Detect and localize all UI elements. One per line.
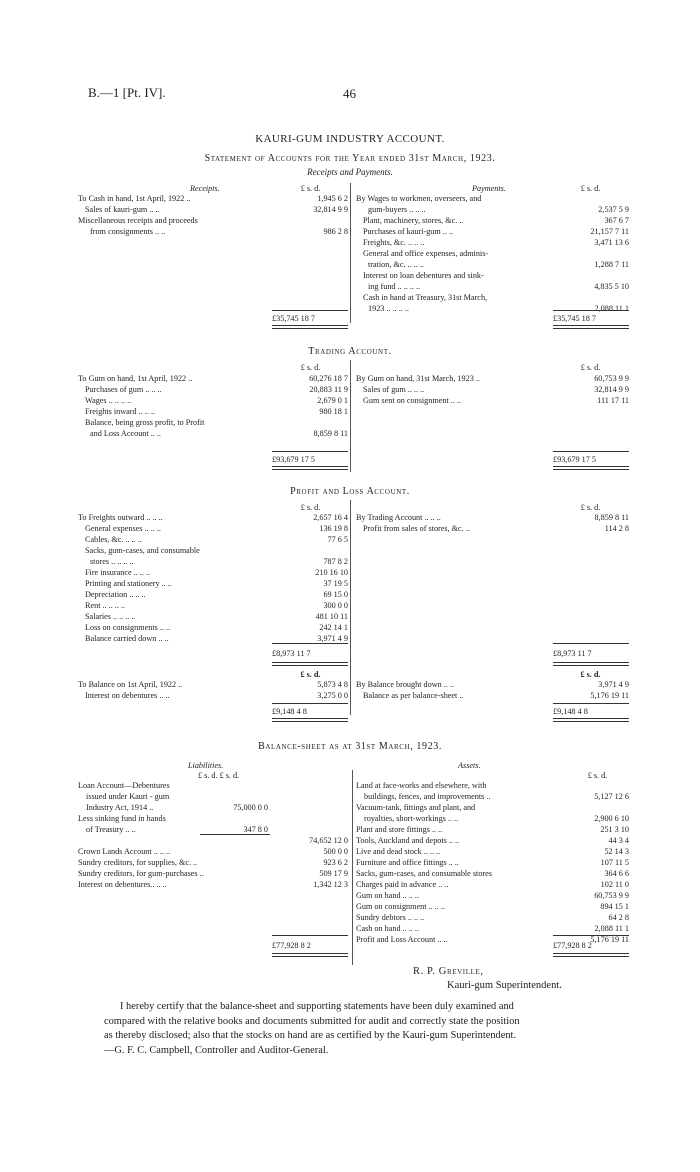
payments-lsd: £ s. d. <box>580 184 601 193</box>
assets-heading: Assets. <box>458 761 481 770</box>
payment-row-label: Purchases of kauri-gum .. .. <box>363 227 454 236</box>
trading-left-row-label: Freights inward .. .. .. <box>85 407 156 416</box>
asset-row-label: Land at face-works and elsewhere, with <box>356 781 487 790</box>
liability-row-label: of Treasury .. .. <box>86 825 136 834</box>
bs-title: Balance-sheet as at 31st March, 1923. <box>258 741 442 752</box>
pl2-total-left: £9,148 4 8 <box>272 707 307 716</box>
pl2-right-row-label: Balance as per balance-sheet .. <box>363 691 464 700</box>
asset-row-label: Sundry debtors .. .. .. <box>356 913 425 922</box>
payment-row-amount: 4,835 5 10 <box>594 282 629 291</box>
pl-left-row-amount: 77 6 5 <box>327 535 348 544</box>
pl-left-row-amount: 69 15 0 <box>323 590 348 599</box>
payment-row-label: Interest on loan debentures and sink- <box>363 271 484 280</box>
payment-row-amount: 3,471 13 6 <box>594 238 629 247</box>
receipt-row-amount: 1,945 6 2 <box>317 194 348 203</box>
trading-total-left: £93,679 17 5 <box>272 455 315 464</box>
pl-left-row-amount: 300 0 0 <box>323 601 348 610</box>
asset-row-label: Cash on hand .. .. .. <box>356 924 419 933</box>
pl-left-row-label: Fire insurance .. .. .. <box>85 568 151 577</box>
trading-total-right: £93,679 17 5 <box>553 455 596 464</box>
asset-row-amount: 44 3 4 <box>608 836 629 845</box>
asset-row-label: Charges paid in advance .. .. <box>356 880 449 889</box>
asset-row-amount: 107 11 5 <box>600 858 629 867</box>
pl-total-right: £8,973 11 7 <box>553 649 592 658</box>
payment-row-amount: 1,288 7 11 <box>594 260 629 269</box>
receipt-row-label: from consignments .. .. <box>90 227 166 236</box>
receipts-total: £35,745 18 7 <box>272 314 315 323</box>
trading-left-row-label: To Gum on hand, 1st April, 1922 .. <box>78 374 193 383</box>
pl-right-row-label: By Trading Account .. .. .. <box>356 513 441 522</box>
pl-left-row-amount: 787 8 2 <box>323 557 348 566</box>
payment-row-label: 1923 .. .. .. .. <box>368 304 409 313</box>
asset-row-amount: 2,900 6 10 <box>594 814 629 823</box>
pl-lsd-left: £ s. d. <box>300 503 321 512</box>
payment-row-amount: 2,537 5 9 <box>598 205 629 214</box>
payment-row-label: Freights, &c. .. .. .. <box>363 238 425 247</box>
payment-row-label: gum-buyers .. .. .. <box>368 205 426 214</box>
asset-row-label: Profit and Loss Account .. .. <box>356 935 448 944</box>
payment-row-amount: 367 6 7 <box>604 216 629 225</box>
pl-left-row-amount: 481 10 11 <box>315 612 348 621</box>
asset-row-label: Sacks, gum-cases, and consumable stores <box>356 869 492 878</box>
asset-row-label: Gum on hand .. .. .. <box>356 891 419 900</box>
payment-row-label: General and office expenses, adminis- <box>363 249 489 258</box>
trading-left-row-amount: 60,276 18 7 <box>309 374 348 383</box>
payment-row-label: Plant, machinery, stores, &c. .. <box>363 216 464 225</box>
trading-left-row-label: and Loss Account .. .. <box>90 429 161 438</box>
asset-row-amount: 60,753 9 9 <box>594 891 629 900</box>
liability-amount: 74,652 12 0 <box>309 836 348 845</box>
pl2-total-right: £9,148 4 8 <box>553 707 588 716</box>
pl-left-row-label: Rent .. .. .. .. <box>85 601 126 610</box>
pl-right-row-label: Profit from sales of stores, &c. .. <box>363 524 470 533</box>
pl-right-row-amount: 8,859 8 11 <box>594 513 629 522</box>
trading-right-row-label: Gum sent on consignment .. .. <box>363 396 462 405</box>
receipt-row-label: To Cash in hand, 1st April, 1922 .. <box>78 194 191 203</box>
trading-right-row-amount: 60,753 9 9 <box>594 374 629 383</box>
trading-title: Trading Account. <box>308 346 392 357</box>
pl-left-row-amount: 136 19 8 <box>319 524 348 533</box>
pl-left-row-label: To Freights outward .. .. .. <box>78 513 163 522</box>
asset-row-label: buildings, fences, and improvements .. <box>364 792 491 801</box>
pl2-left-row-amount: 5,873 4 8 <box>317 680 348 689</box>
trading-lsd-left: £ s. d. <box>300 363 321 372</box>
trading-left-row-amount: 980 18 1 <box>319 407 348 416</box>
trading-left-row-label: Wages .. .. .. .. <box>85 396 132 405</box>
asset-row-amount: 364 6 6 <box>604 869 629 878</box>
liability-row-label: Interest on debentures.. .. .. <box>78 880 167 889</box>
pl-left-row-label: General expenses .. .. .. <box>85 524 161 533</box>
pl-left-row-label: Sacks, gum-cases, and consumable <box>85 546 200 555</box>
pl2-right-row-amount: 3,971 4 9 <box>598 680 629 689</box>
payment-row-amount: 2,088 11 1 <box>594 304 629 313</box>
pl-left-row-label: Cables, &c. .. .. .. <box>85 535 142 544</box>
pl-left-row-label: Loss on consignments .. .. <box>85 623 171 632</box>
asset-row-amount: 5,176 19 11 <box>590 935 629 944</box>
liab-lsd: £ s. d. £ s. d. <box>198 771 240 780</box>
liability-amount: 500 0 0 <box>323 847 348 856</box>
payments-total: £35,745 18 7 <box>553 314 596 323</box>
pl2-left-row-label: Interest on debentures .. .. <box>85 691 170 700</box>
asset-row-label: royalties, short-workings .. .. <box>364 814 459 823</box>
page-number: 46 <box>343 86 356 101</box>
pl-left-row-amount: 242 14 1 <box>319 623 348 632</box>
asset-row-amount: 102 11 0 <box>600 880 629 889</box>
pl2-left-row-label: To Balance on 1st April, 1922 .. <box>78 680 183 689</box>
liability-amount: 1,342 12 3 <box>313 880 348 889</box>
liability-row-label: Loan Account—Debentures <box>78 781 170 790</box>
trading-left-row-amount: 2,679 0 1 <box>317 396 348 405</box>
asset-row-amount: 52 14 3 <box>604 847 629 856</box>
receipts-lsd: £ s. d. <box>300 184 321 193</box>
pl-total-left: £8,973 11 7 <box>272 649 311 658</box>
bs-total-right: £77,928 8 2 <box>553 941 592 950</box>
asset-row-amount: 894 15 1 <box>600 902 629 911</box>
asset-row-amount: 251 3 10 <box>600 825 629 834</box>
payment-row-label: tration, &c. .. .. .. <box>368 260 424 269</box>
asset-row-label: Furniture and office fittings .. .. <box>356 858 459 867</box>
trading-right-row-label: By Gum on hand, 31st March, 1923 .. <box>356 374 480 383</box>
liabilities-heading: Liabilities. <box>188 761 224 770</box>
pl2-lsd-left: £ s. d. <box>300 670 321 679</box>
receipt-row-amount: 32,814 9 9 <box>313 205 348 214</box>
liability-row-label: Industry Act, 1914 .. <box>86 803 154 812</box>
pl-right-row-amount: 114 2 8 <box>604 524 629 533</box>
liability-row-label: Sundry creditors, for gum-purchases .. <box>78 869 204 878</box>
asset-row-label: Vacuum-tank, fittings and plant, and <box>356 803 476 812</box>
page-reference: B.—1 [Pt. IV]. <box>88 85 166 100</box>
pl2-right-row-label: By Balance brought down .. .. <box>356 680 455 689</box>
liability-sub-amount: 347 8 0 <box>243 825 268 834</box>
pl-lsd-right: £ s. d. <box>580 503 601 512</box>
liability-row-label: issued under Kauri - gum <box>86 792 170 801</box>
trading-left-row-label: Balance, being gross profit, to Profit <box>85 418 205 427</box>
pl2-right-row-amount: 5,176 19 11 <box>590 691 629 700</box>
pl-left-row-label: Printing and stationery .. .. <box>85 579 172 588</box>
trading-right-row-label: Sales of gum .. .. .. <box>363 385 425 394</box>
payment-row-label: By Wages to workmen, overseers, and <box>356 194 482 203</box>
payment-row-label: ing fund .. .. .. .. <box>368 282 421 291</box>
bs-total-left: £77,928 8 2 <box>272 941 311 950</box>
pl-left-row-amount: 210 16 10 <box>315 568 348 577</box>
pl-left-row-label: Balance carried down .. .. <box>85 634 169 643</box>
asset-row-label: Tools, Auckland and depots .. .. <box>356 836 460 845</box>
receipt-row-label: Sales of kauri-gum .. .. <box>85 205 160 214</box>
trading-left-row-amount: 8,859 8 11 <box>313 429 348 438</box>
asset-row-amount: 64 2 8 <box>608 913 629 922</box>
signature-name: R. P. Greville, <box>413 966 484 977</box>
liability-row-label: Sundry creditors, for supplies, &c. .. <box>78 858 198 867</box>
liability-sub-amount: 75,000 0 0 <box>233 803 268 812</box>
liability-row-label: Less sinking fund in hands <box>78 814 166 823</box>
asset-row-amount: 5,127 12 6 <box>594 792 629 801</box>
trading-lsd-right: £ s. d. <box>580 363 601 372</box>
receipt-row-amount: 986 2 8 <box>323 227 348 236</box>
statement-subtitle: Statement of Accounts for the Year ended 31st March, 1923. <box>204 153 496 164</box>
audit-certificate: I hereby certify that the balance-sheet and supporting statements have been duly examined and compared with the relative books and documents submitted for audit and correctly state the position as thereby disclosed; also that the stocks on hand are as certified by the Kauri-gum Superintendent. —G. F. C. Campbell, Controller and Auditor-General. <box>104 1001 520 1056</box>
signature-role: Kauri-gum Superintendent. <box>447 980 562 991</box>
asset-row-label: Plant and store fittings .. .. <box>356 825 443 834</box>
pl-left-row-amount: 3,971 4 9 <box>317 634 348 643</box>
receipt-row-label: Miscellaneous receipts and proceeds <box>78 216 198 225</box>
trading-right-row-amount: 111 17 11 <box>597 396 629 405</box>
pl2-left-row-amount: 3,275 0 0 <box>317 691 348 700</box>
asset-row-amount: 2,088 11 1 <box>594 924 629 933</box>
pl-left-row-label: stores .. .. .. .. <box>90 557 134 566</box>
receipts-heading: Receipts. <box>190 184 220 193</box>
pl-left-row-label: Depreciation .. .. .. <box>85 590 146 599</box>
payments-heading: Payments. <box>472 184 506 193</box>
liability-amount: 509 17 9 <box>319 869 348 878</box>
asset-row-label: Gum on consignment .. .. .. <box>356 902 445 911</box>
payment-row-label: Cash in hand at Treasury, 31st March, <box>363 293 488 302</box>
liability-amount: 923 6 2 <box>323 858 348 867</box>
trading-left-row-label: Purchases of gum .. .. .. <box>85 385 162 394</box>
asset-row-label: Live and dead stock .. .. .. <box>356 847 441 856</box>
receipts-payments-title: Receipts and Payments. <box>307 167 393 177</box>
trading-right-row-amount: 32,814 9 9 <box>594 385 629 394</box>
account-title: KAURI-GUM INDUSTRY ACCOUNT. <box>255 133 445 145</box>
payment-row-amount: 21,157 7 11 <box>590 227 629 236</box>
liability-row-label: Crown Lands Account .. .. .. <box>78 847 171 856</box>
assets-lsd: £ s. d. <box>587 771 608 780</box>
trading-left-row-amount: 20,883 11 9 <box>309 385 348 394</box>
pl-left-row-label: Salaries .. .. .. .. <box>85 612 136 621</box>
pl-title: Profit and Loss Account. <box>290 486 410 497</box>
pl2-lsd-right: £ s. d. <box>580 670 601 679</box>
pl-left-row-amount: 2,657 16 4 <box>313 513 348 522</box>
pl-left-row-amount: 37 19 5 <box>323 579 348 588</box>
